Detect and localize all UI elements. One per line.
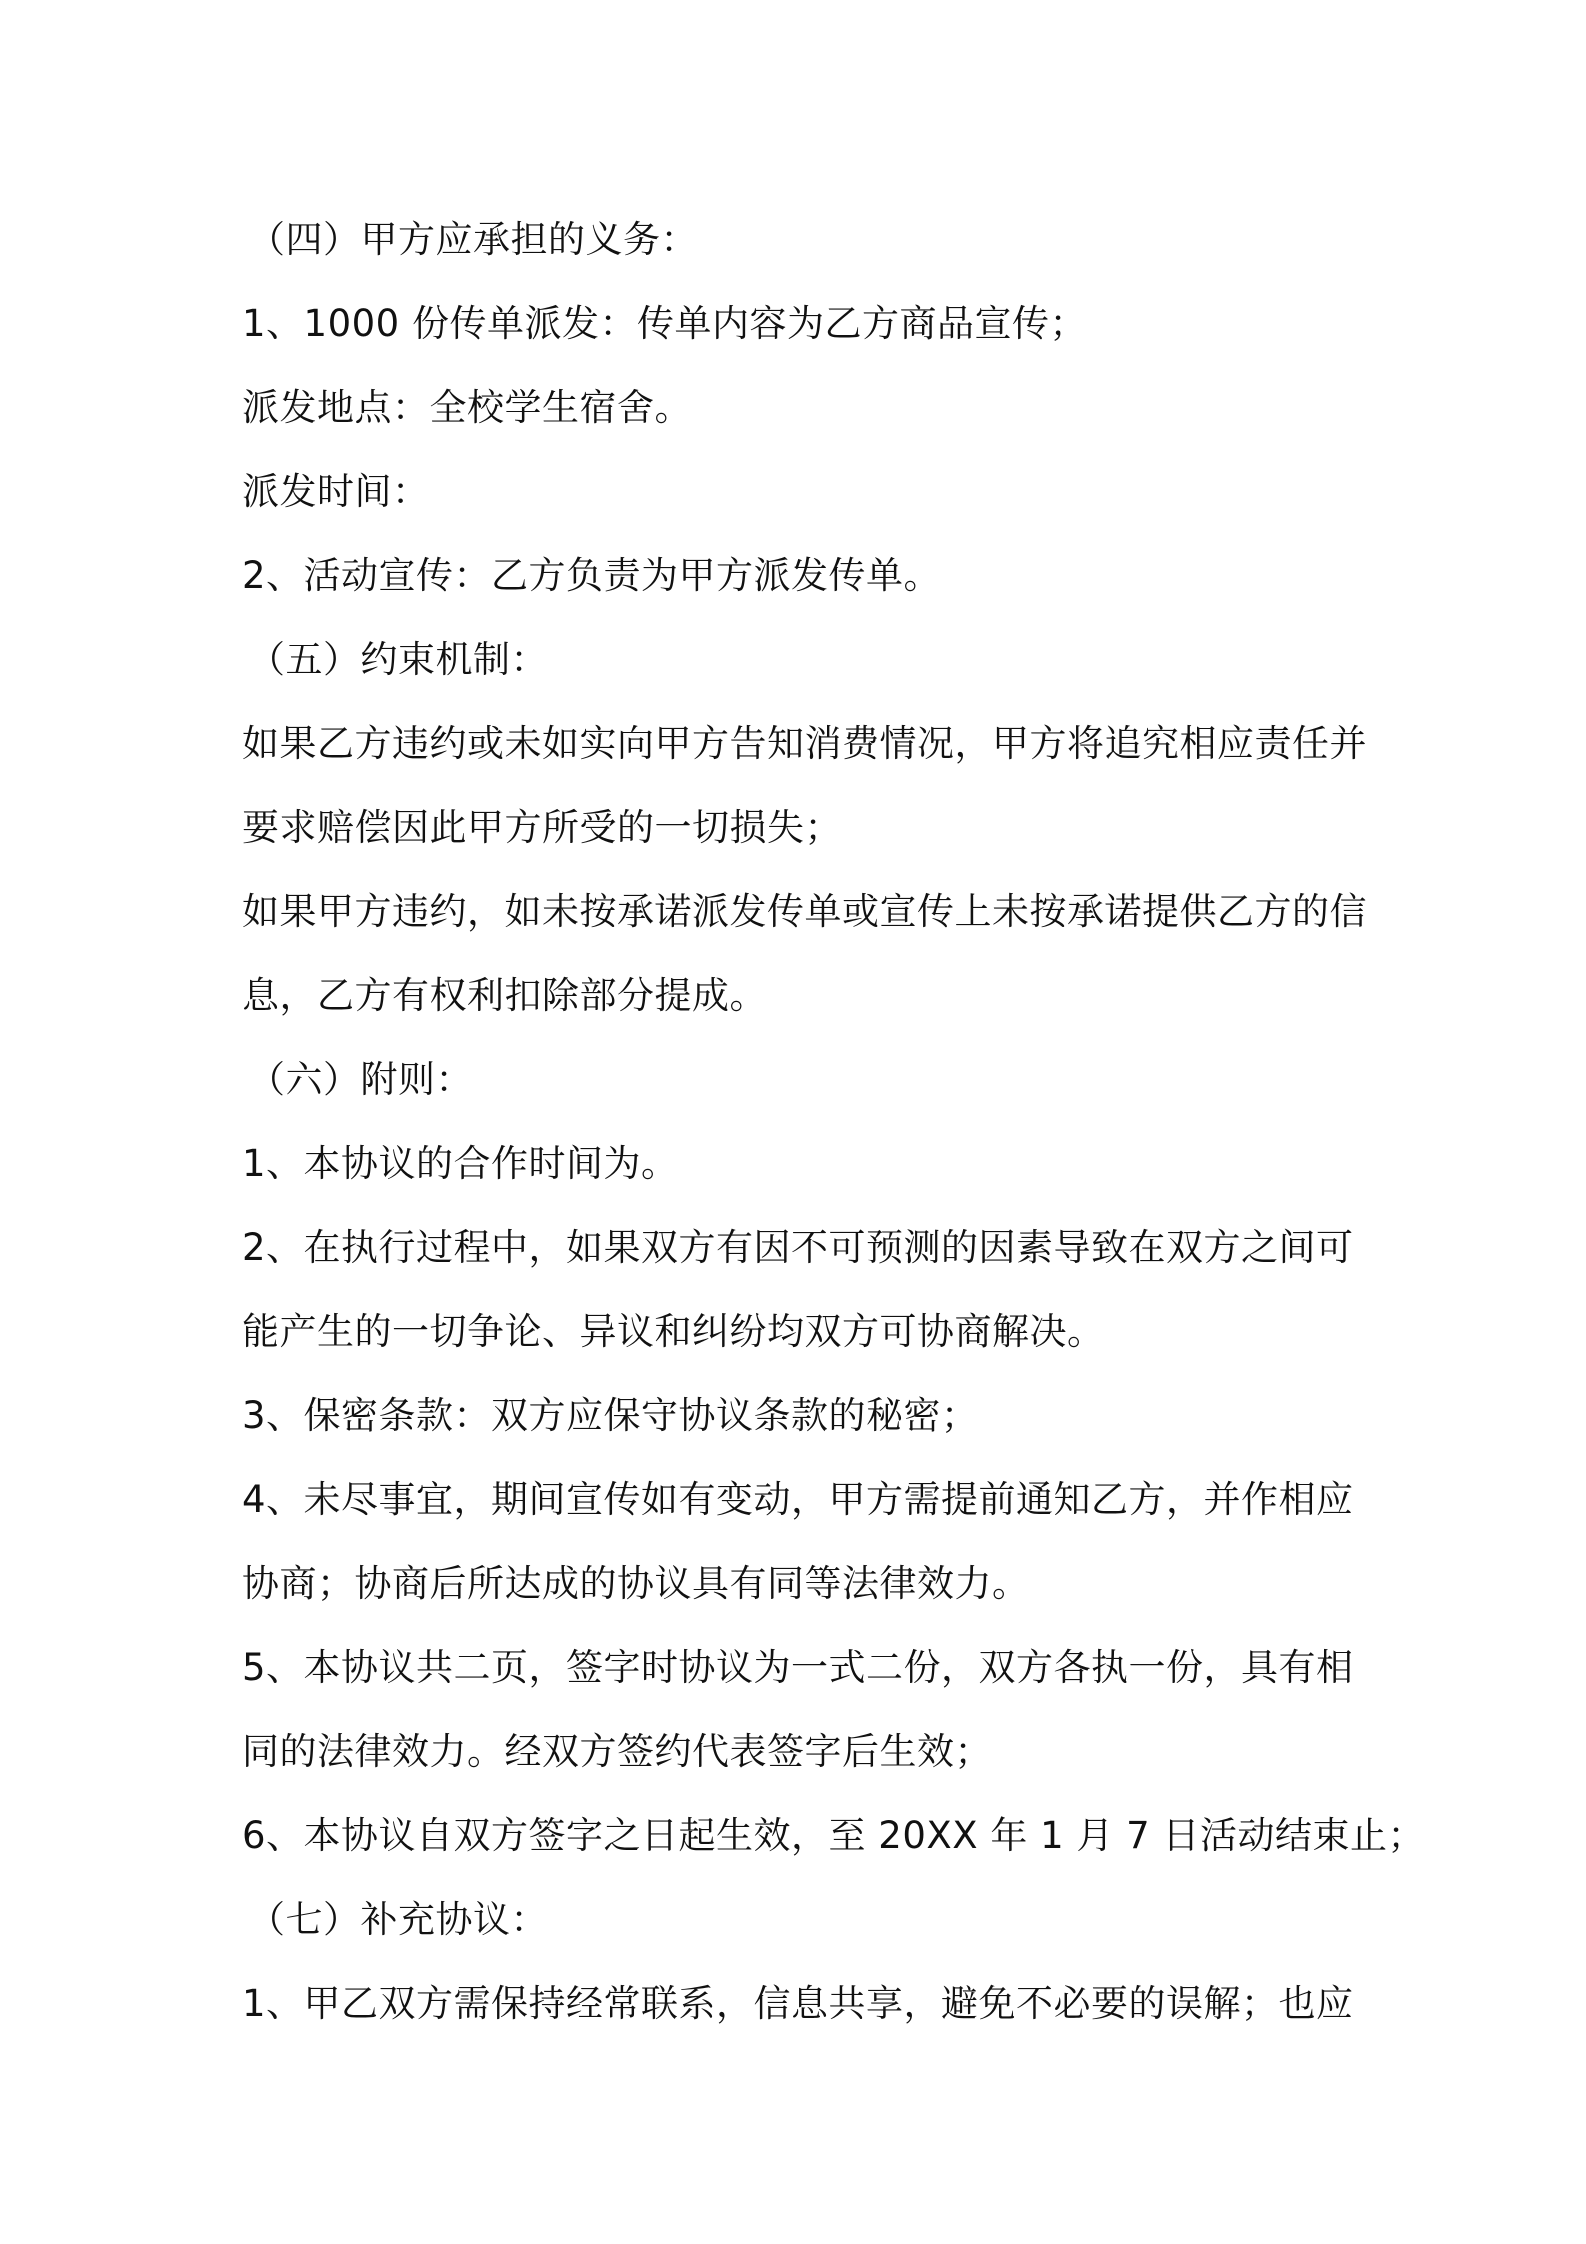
section-heading-5: （五）约束机制： [248,638,548,681]
section-heading-4: （四）甲方应承担的义务： [248,218,698,261]
document-body [242,198,1425,2046]
paragraph-line: 1、甲乙双方需保持经常联系，信息共享，避免不必要的误解；也应 [242,1982,1354,2025]
paragraph-line: 协商；协商后所达成的协议具有同等法律效力。 [242,1562,1030,1605]
paragraph-line: 同的法律效力。经双方签约代表签字后生效； [242,1730,992,1773]
paragraph-line: 派发时间： [242,470,430,513]
section-heading-7: （七）补充协议： [248,1898,548,1941]
paragraph-line: 要求赔偿因此甲方所受的一切损失； [242,806,842,849]
paragraph-line: 如果乙方违约或未如实向甲方告知消费情况，甲方将追究相应责任并 [242,722,1367,765]
paragraph-line: 4、未尽事宜，期间宣传如有变动，甲方需提前通知乙方，并作相应 [242,1478,1354,1521]
paragraph-line: 6、本协议自双方签字之日起生效，至 20XX 年 1 月 7 日活动结束止； [242,1814,1425,1857]
paragraph-line: 3、保密条款：双方应保守协议条款的秘密； [242,1394,979,1437]
paragraph-line: 息，乙方有权利扣除部分提成。 [242,974,767,1017]
section-heading-6: （六）附则： [248,1058,473,1101]
paragraph-line: 如果甲方违约，如未按承诺派发传单或宣传上未按承诺提供乙方的信 [242,890,1367,933]
paragraph-line: 能产生的一切争论、异议和纠纷均双方可协商解决。 [242,1310,1105,1353]
paragraph-line: 2、在执行过程中，如果双方有因不可预测的因素导致在双方之间可 [242,1226,1354,1269]
paragraph-line: 1、1000 份传单派发：传单内容为乙方商品宣传； [242,302,1087,345]
paragraph-line: 5、本协议共二页，签字时协议为一式二份，双方各执一份，具有相 [242,1646,1354,1689]
paragraph-line: 派发地点：全校学生宿舍。 [242,386,692,429]
paragraph-line: 1、本协议的合作时间为。 [242,1142,679,1185]
paragraph-line: 2、活动宣传：乙方负责为甲方派发传单。 [242,554,942,597]
